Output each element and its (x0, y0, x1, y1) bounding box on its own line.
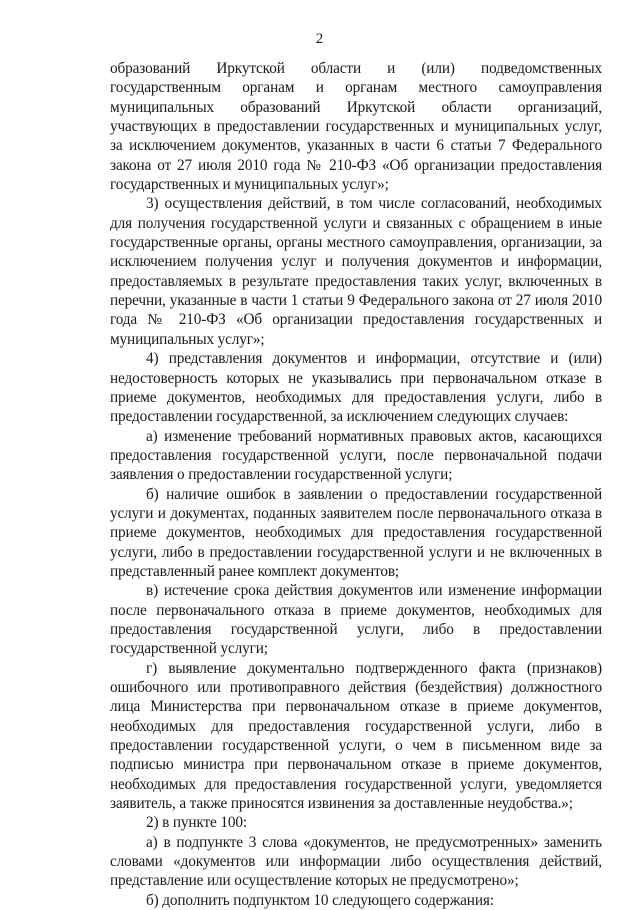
paragraph-item-3: 3) осуществления действий, в том числе согласований, необходимых для получения государственной услуги и связанных с обращением в иные государственные органы, органы местного самоуправления, организации, за исключением получения услуг и получения документов и информации, предоставляемых в результате предоставления таких услуг, включенных в перечни, указанные в части 1 статьи 9 Федерального закона от 27 июля 2010 года № 210-ФЗ «Об организации предоставления государственных и муниципальных услуг»; (110, 195, 602, 348)
paragraph-item-4: 4) представления документов и информации, отсутствие и (или) недостоверность которых не указывались при первоначальном отказе в приеме документов, необходимых для предоставления услуги, либо в предоставлении государственной, за исключением следующих случаев: (110, 350, 602, 426)
page-number: 2 (315, 31, 324, 47)
paragraph-point-100: 2) в пункте 100: (146, 814, 247, 832)
paragraph-continuation: образований Иркутской области и (или) подведомственных государственным органам и органам местного самоуправления муниципальных образований Иркутской области организаций, участвующих в предоставлении государственных и муниципальных услуг, за исключением документов, указанных в части 6 статьи 7 Федерального закона от 27 июля 2010 года № 210-ФЗ «Об организации предоставления государственных и муниципальных услуг»; (110, 60, 602, 194)
paragraph-subitem-a: а) изменение требований нормативных правовых актов, касающихся предоставления государственной услуги, после первоначальной подачи заявления о предоставлении государственной услуги; (110, 427, 602, 484)
paragraph-subitem-v: в) истечение срока действия документов или изменение информации после первоначального отказа в приеме документов, необходимых для предоставления государственной услуги, либо в предоставлении государственной услуги; (110, 582, 602, 658)
paragraph-subitem-b: б) наличие ошибок в заявлении о предоставлении государственной услуги и документах, поданных заявителем после первоначального отказа в приеме документов, необходимых для предоставления государственной услуги, либо в предоставлении государственной услуги и не включенных в представленный ранее комплект документов; (110, 485, 602, 580)
paragraph-point-100-a: а) в подпункте 3 слова «документов, не предусмотренных» заменить словами «документов или информации либо осуществления действий, представление или осуществление которых не предусмотрено»; (110, 833, 602, 890)
document-body (110, 59, 602, 910)
paragraph-point-100-b: б) дополнить подпунктом 10 следующего содержания: (146, 891, 494, 909)
paragraph-subitem-g: г) выявление документально подтвержденного факта (признаков) ошибочного или противоправного действия (бездействия) должностного лица Министерства при первоначальном отказе в приеме документов, необходимых для предоставления государственной услуги, либо в предоставлении государственной услуги, о чем в письменном виде за подписью министра при первоначальном отказе в приеме документов, необходимых для предоставления государственной услуги, уведомляется заявитель, а также приносятся извинения за доставленные неудобства.»; (110, 659, 602, 813)
